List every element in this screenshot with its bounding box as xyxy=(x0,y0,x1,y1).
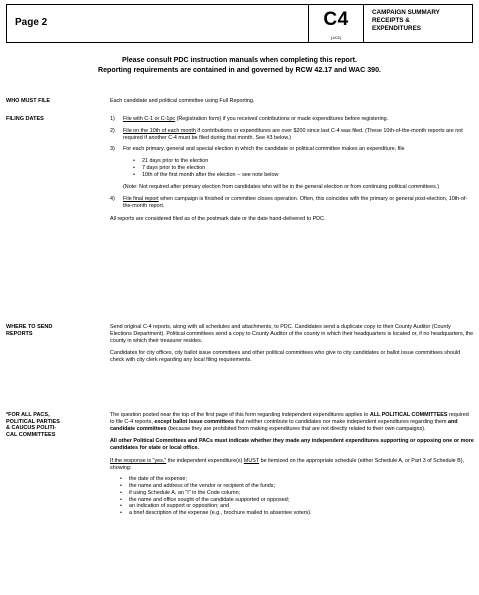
postmark-note: All reports are considered filed as of the postmark date or the date hand-delivered to PDC. xyxy=(110,215,326,222)
form-revision: (1/02) xyxy=(330,35,342,40)
item-number: 3) xyxy=(110,146,115,153)
list-item: • a brief description of the expense (e.g., brochure mailed to absentee voters). xyxy=(120,510,312,516)
filing-item-1: 1) File with C-1 or C-1pc (Registration form) if you received contributions or made expenditures before registering. xyxy=(110,116,389,122)
bullet-icon: • xyxy=(133,171,135,178)
who-must-file-section xyxy=(6,98,474,105)
page-number: Page 2 xyxy=(7,5,309,42)
list-item: • the date of the expense; xyxy=(120,476,187,483)
list-item: • if using Schedule A, an "I" in the Code column; xyxy=(120,489,241,496)
intro-notice xyxy=(0,56,479,75)
bullet-icon: • xyxy=(120,483,122,489)
intro-line-1: Please consult PDC instruction manuals when completing this report. xyxy=(122,56,357,64)
form-header xyxy=(6,4,473,43)
bullet-icon: • xyxy=(120,496,122,503)
form-title xyxy=(364,5,472,42)
bullet-icon: • xyxy=(133,158,135,164)
section-content xyxy=(110,98,474,105)
section-label: WHERE TO SEND REPORTS xyxy=(6,324,53,337)
section-content xyxy=(110,412,474,517)
bullet-icon: • xyxy=(133,164,135,171)
filing-note: (Note: Not required after primary election from candidates who will be in the general election or from continuing political committees.) xyxy=(123,184,440,191)
bullet-icon: • xyxy=(120,510,122,516)
list-item: • 10th of the first month after the election -- see note below xyxy=(133,171,279,178)
election-deadline-list xyxy=(123,158,474,178)
form-code-box xyxy=(309,5,364,42)
intro-line-2: Reporting requirements are contained in and governed by RCW 42.17 and WAC 390. xyxy=(97,65,382,74)
where-to-send-section xyxy=(6,324,474,364)
section-label: *FOR ALL PACS, POLITICAL PARTIES & CAUCUS POLITI- CAL COMMITTEES xyxy=(6,412,60,438)
form-title-line: RECEIPTS & xyxy=(372,17,410,25)
pacs-section xyxy=(6,412,474,517)
item-number: 2) xyxy=(110,127,115,134)
form-title-line: CAMPAIGN SUMMARY xyxy=(372,9,440,16)
filing-item-2: 2) File on the 10th of each month if contributions or expenditures are over $200 since last C-4 was filed. (These 10th-of-the-month reports are not required if another C-4 must be filed during that month. See #3 below.) xyxy=(110,127,463,141)
section-content xyxy=(110,116,474,222)
item-heading: File final report xyxy=(123,196,159,202)
bullet-icon: • xyxy=(120,489,122,496)
section-label: WHO MUST FILE xyxy=(6,98,50,104)
list-item: • the name and address of the vendor or recipient of the funds; xyxy=(120,483,275,489)
section-label: FILING DATES xyxy=(6,116,44,122)
bullet-icon: • xyxy=(120,503,122,510)
who-must-file-text: Each candidate and political committee using Full Reporting. xyxy=(110,98,255,104)
itemization-list xyxy=(110,476,474,517)
item-heading: File on the 10th of each month xyxy=(123,127,196,134)
list-item: • 21 days prior to the election xyxy=(133,158,209,164)
pacs-para-2: All other Political Committees and PACs must indicate whether they made any independent expenditures supporting or opposing one or more candidates for state or local office. xyxy=(110,438,474,451)
list-item: • the name and office sought of the candidate supported or opposed; xyxy=(120,496,290,503)
item-number: 4) xyxy=(110,196,115,202)
item-heading: File with C-1 or C-1pc xyxy=(123,116,176,122)
list-item: • an indication of support or opposition; and xyxy=(120,503,230,510)
pacs-para-1: The question posted near the top of the first page of this form regarding independent expenditures applies to ALL POLITICAL COMMITTEES required to file C-4 reports, except ballot issue committees that neither contribute to candidates nor make independent expenditures regarding them and candidate committees (because they are prohibited from making expenditures that are not directly related to their own campaigns). xyxy=(110,412,469,432)
where-to-send-para-1: Send original C-4 reports, along with all schedules and attachments, to PDC. Candidates send a duplicate copy to their County Auditor (County Elections Department). Political committees send a copy to County Auditor of the county in which their headquarters is located or, if no headquarters, the county in which their treasurer resides. xyxy=(110,324,474,344)
section-content xyxy=(110,324,474,364)
form-title-line: EXPENDITURES xyxy=(372,25,421,33)
filing-dates-section xyxy=(6,116,474,222)
where-to-send-para-2: Candidates for city offices, city ballot issue committees and other political committees who give to city candidates or ballot issue committees should check with city clerk regarding any local filing requirements. xyxy=(110,350,461,363)
bullet-icon: • xyxy=(120,476,122,483)
pacs-para-3: If the response is "yes," the independent expenditure(s) MUST be itemized on the appropriate schedule (either Schedule A, or Part 3 of Schedule B), showing: xyxy=(110,457,465,471)
form-code: C4 xyxy=(323,9,349,30)
list-item: • 7 days prior to the election xyxy=(133,164,206,171)
filing-item-3: 3) For each primary, general and special election in which the candidate or political committee makes an expenditure, file • 21 days prior to the election • 7 days prior to the election • 10th of the first month after the election -- see note below (Note: Not required after primary election from candidates who will be in the general election or from continuing political committees.) xyxy=(110,146,474,191)
item-number: 1) xyxy=(110,116,115,122)
filing-item-4: 4) File final report when campaign is finished or committee closes operation. Often, this coincides with the primary or general post-election, 10th-of-the-month report. xyxy=(110,196,468,209)
